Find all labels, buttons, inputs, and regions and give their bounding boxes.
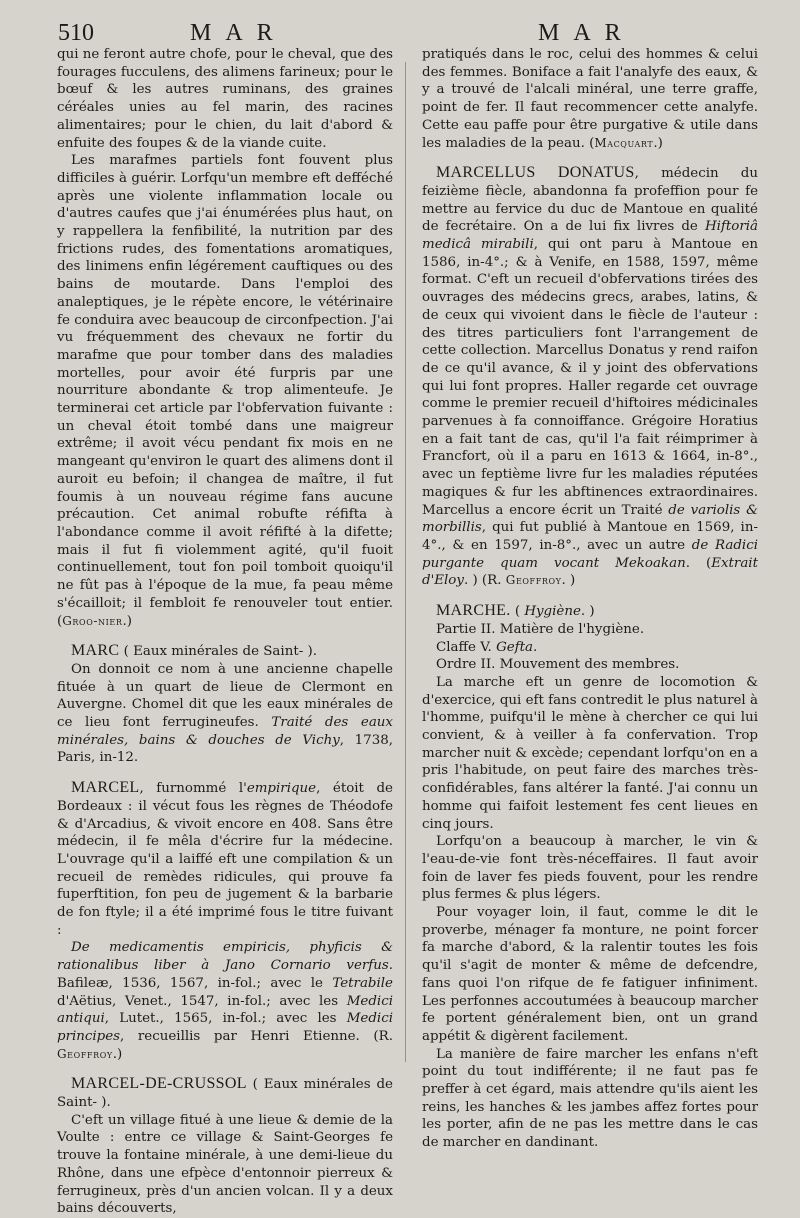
entry-subtitle: ( Eaux minérales de Saint- ).	[57, 1077, 393, 1111]
reference-details: , 1738, Paris, in-12.	[57, 732, 393, 766]
classification-line: Partie II. Matière de l'hygiène.	[436, 621, 645, 637]
classification-line: Ordre II. Mouvement des membres.	[436, 657, 680, 673]
paragraph-text: , étoit de Bordeaux : il vécut fous les règnes de Théodofe & d'Arcadius, & vivoit encore en 408. Sans être médecin, il fe mêla d'écrire fur la médecine. L'ouvrage qu'il a laiffé eft une compilation & un recueil de remèdes ridicules, qui prouve fa fuperftition, fon peu de jugement & la barbarie de fon ftyle; il a été imprimé fous le titre fuivant :	[57, 781, 393, 938]
reference-title: Medici principes	[57, 1011, 393, 1044]
entry-epithet: empirique	[246, 781, 317, 797]
paragraph-text: , qui fut publié à Mantoue en 1569, in-4°., & en 1597, in-8°., avec un autre	[422, 520, 758, 553]
reference-title: de Radici purgante quam vocant Mekoakan	[422, 537, 758, 571]
entry-title: MARCEL-DE-CRUSSOL	[71, 1075, 247, 1093]
paragraph	[57, 939, 393, 1063]
author-signature: Macquart	[594, 135, 654, 150]
column-rule	[405, 62, 406, 1062]
reference-title: Hiftoriâ medicâ mirabili	[422, 219, 758, 253]
reference-details: , Lutet., 1565, in-fol.; avec les	[104, 1011, 347, 1027]
paragraph: La marche eft un genre de locomotion & d'exercice, qui eft fans contredit le plus naturel à l'homme, puifqu'il le mène à chercher ce qui lui convient, & à veiller à fa confervation. Trop marcher nuit & excède; cependant lorfqu'on en a pris l'habitude, on peut faire des marches très-confidérables, fans altérer la fanté. J'ai connu un homme qui faifoit lestement fes cent lieues en cinq jours.	[422, 674, 758, 832]
author-signature: Geoffroy	[505, 573, 562, 588]
paragraph: C'eft un village fitué à une lieue & demie de la Voulte : entre ce village & Saint-Georges fe trouve la fontaine minérale, à une demi-lieue du Rhône, dans une efpèce d'entonnoir pierreux & ferrugineux, près d'un ancien volcan. Il y a deux bains découverts,	[57, 1112, 393, 1217]
classification-text: Claffe V.	[436, 639, 497, 655]
reference-title: Medici antiqui	[57, 993, 393, 1027]
paragraph-text: pratiqués dans le roc, celui des hommes & celui des femmes. Boniface a fait l'analyfe des eaux, & y a trouvé de l'alcali minéral, une terre graffe, point de fer. Il faut recommencer cette analyfe. Cette eau paffe pour être purgative & utile dans les maladies de la peau. (	[422, 47, 758, 151]
left-column	[57, 46, 393, 1218]
entry-title: MARCEL	[71, 779, 140, 797]
entry-marche	[422, 602, 758, 621]
paragraph	[57, 152, 393, 630]
entry-marcel	[57, 779, 393, 939]
paragraph-text: . ) (R.	[463, 573, 506, 589]
signature-close: . )	[561, 573, 576, 589]
signature-close: .)	[122, 613, 132, 629]
reference-title: Tetrabile	[332, 975, 393, 991]
paragraph-text: , médecin du feizième fiècle, abandonna fa profeffion pour fe mettre au fervice du duc de Mantoue en qualité de fecrétaire. On a de lui fix livres de	[422, 166, 759, 235]
entry-subtitle: ( Eaux minérales de Saint- ).	[119, 644, 317, 660]
entry-subtitle: . )	[580, 604, 595, 620]
classification-text: .	[533, 639, 538, 655]
paragraph-text: , qui ont paru à Mantoue en 1586, in-4°.; & à Venife, en 1588, 1597, même format. C'eft un recueil d'obfervations tirées des ouvrages des médecins grecs, arabes, latins, & de ceux qui vivoient dans le fiècle de l'auteur : des titres particuliers font l'arrangement de cette collection. Marcellus Donatus y rend raifon de ce qu'il avance, & il y joint des obfervations qui lui font propres. Haller regarde cet ouvrage comme le premier recueil d'hiftoires médicinales parvenues à fa connoiffance. Grégoire Horatius en a fait tant de cas, qu'il l'a fait réimprimer à Francfort, où il a paru en 1613 & 1664, in-8°., avec un feptième livre fur les maladies réputées magiques & fur les abftinences extraordinaires. Marcellus a encore écrit un Traité	[422, 237, 758, 518]
entry-marc	[57, 642, 393, 661]
classification-term: Gefta	[496, 639, 534, 655]
signature-close: .)	[112, 1046, 123, 1062]
entry-donatus	[422, 164, 758, 590]
reference-title: Extrait d'Eloy	[422, 555, 758, 589]
author-signature: Geoffroy	[57, 1046, 113, 1061]
entry-title: MARCELLUS DONATUS	[436, 164, 635, 182]
reference-title: de variolis & morbillis	[422, 502, 758, 536]
entry-subtitle: Hygiène	[524, 604, 581, 620]
right-running-head: MAR	[538, 20, 635, 46]
left-running-head: MAR	[190, 20, 287, 46]
paragraph: La manière de faire marcher les enfans n'eft point du tout indifférente; il ne faut pas fe preffer à cet égard, mais attendre qu'ils aient les reins, les hanches & les jambes affez fortes pour les porter, afin de ne pas les mettre dans le cas de marcher en dandinant.	[422, 1046, 758, 1151]
paragraph	[422, 46, 758, 152]
signature-close: .)	[653, 135, 663, 151]
right-column	[422, 46, 758, 1152]
classification-line	[422, 639, 758, 657]
reference-details: , recueillis par Henri Etienne. (R.	[120, 1028, 393, 1044]
entry-subtitle: (	[510, 604, 525, 620]
reference-title: De medicamentis empiricis, phyficis & rationalibus liber à Jano Cornario verfus.	[57, 940, 393, 974]
entry-title: MARC	[71, 642, 120, 660]
author-signature: Groo-nier	[62, 613, 123, 628]
entry-text: , furnommé l'	[139, 781, 247, 797]
paragraph	[57, 661, 393, 767]
reference-details: d'Aëtius, Venet., 1547, in-fol.; avec les	[57, 993, 347, 1009]
entry-crussol	[57, 1075, 393, 1111]
paragraph: Lorfqu'on a beaucoup à marcher, le vin & l'eau-de-vie font très-néceffaires. Il faut avoir foin de laver fes pieds fouvent, pour les rendre plus fermes & plus légers.	[422, 834, 758, 903]
paragraph-text: On donnoit ce nom à une ancienne chapelle fituée à un quart de lieue de Clermont en Auvergne. Chomel dit que les eaux minérales de ce lieu font ferrugineufes.	[57, 661, 393, 731]
paragraph: qui ne feront autre chofe, pour le cheval, que des fourages fucculens, des alimens farineux; pour le bœuf & les autres ruminans, des graines céréales unies au fel marin, des racines alimentaires; pour le chien, du lait d'abord & enfuite des foupes & de la viande cuite.	[57, 47, 393, 151]
entry-title: MARCHE.	[436, 602, 511, 620]
reference-title: Traité des eaux minérales, bains & douches de Vichy	[57, 715, 393, 748]
paragraph: Pour voyager loin, il faut, comme le dit le proverbe, ménager fa monture, ne point forcer fa marche d'abord, & la ralentir toutes les fois qu'il s'agit de monter & même de defcendre, fans quoi l'on rifque de fe fatiguer infiniment. Les perfonnes accoutumées à beaucoup marcher fe portent généralement bien, ont un grand appétit & digèrent facilement.	[422, 905, 758, 1044]
paragraph-text: . (	[685, 555, 712, 571]
page-number: 510	[58, 20, 94, 46]
paragraph-text: Les marafmes partiels font fouvent plus difficiles à guérir. Lorfqu'un membre eft defféché après une violente inflammation locale ou d'autres caufes que j'ai énumérées plus haut, on y rappellera la fenfibilité, la nutrition par des frictions rudes, des fomentations aromatiques, des linimens enfin légérement cauftiques ou des bains de moutarde. Dans l'emploi des analeptiques, je le répète encore, le vétérinaire fe conduira avec beaucoup de circonfpection. J'ai vu fréquemment des chevaux ne fortir du marafme que pour tomber dans des maladies mortelles, pour avoir été furpris par une nourriture abondante & trop alimenteufe. Je terminerai cet article par l'obfervation fuivante : un cheval étoit tombé dans une maigreur extrême; il avoit vécu pendant fix mois en ne mangeant qu'environ le quart des alimens dont il auroit eu befoin; il changea de maître, il fut foumis à un nouveau régime fans aucune précaution. Cet animal robufte réfifta à l'abondance comme il avoit réfifté à la difette; mais il fut fi violemment agité, qu'il fuoit continuellement, tout fon poil tomboit quoiqu'il ne fût pas à l'époque de la mue, fa peau même s'écailloit; il fembloit fe renouveler tout entier. (	[57, 153, 393, 629]
reference-details: Bafileæ, 1536, 1567, in-fol.; avec le	[57, 975, 333, 991]
